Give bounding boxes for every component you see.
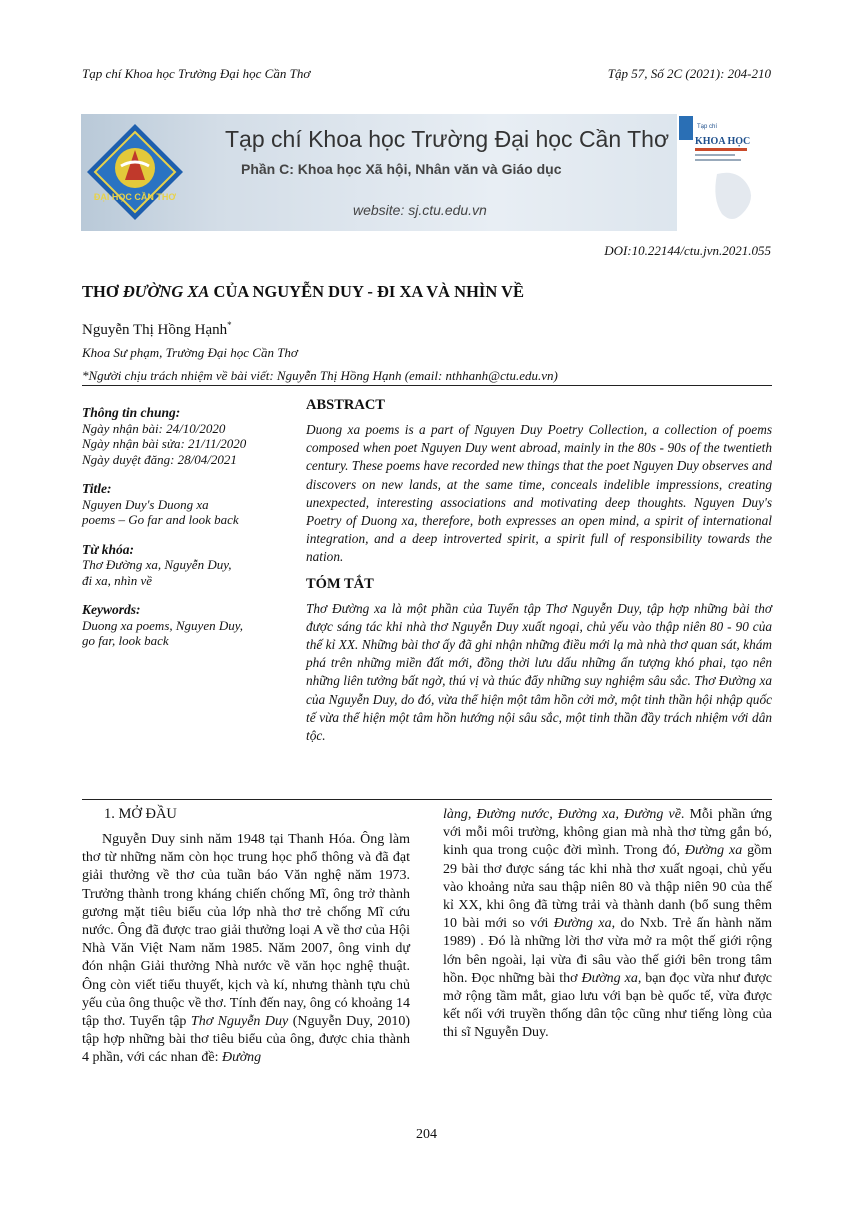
p1-italic-parts-rest: làng, Đường nước, Đường xa, Đường về <box>443 807 681 822</box>
p1-italic-duong-xa-2: Đường xa <box>553 916 612 932</box>
journal-cover-thumbnail <box>677 114 772 231</box>
body-column-left <box>82 806 410 1068</box>
date-accepted: Ngày duyệt đăng: 28/04/2021 <box>82 451 237 467</box>
p1-text-f: , bạn đọc vừa như được mở rộng tầm mắt, giao lưu với bạn bè quốc tế, vừa được kết nối với truyền thống dân tộc cũng như tiếng lòng của thi sĩ Nguyễn Duy. <box>443 970 773 1041</box>
keywords-en-line-1: Duong xa poems, Nguyen Duy, <box>82 617 244 633</box>
p1-italic-collection: Thơ Nguyễn Duy <box>190 1014 289 1030</box>
section-1-paragraph <box>82 831 410 1068</box>
english-title-heading: Title: <box>82 481 112 496</box>
date-received: Ngày nhận bài: 24/10/2020 <box>82 420 226 436</box>
journal-banner <box>81 114 772 231</box>
cover-top-text: Tạp chí <box>697 124 718 130</box>
date-revised: Ngày nhận bài sửa: 21/11/2020 <box>82 436 247 451</box>
p1-text-e: , do Nxb. Trẻ ấn hành năm 1989) . Đó là những lời thơ vừa mở ra một thế giới rộng lớn bên ngoài, lại vừa đi sâu vào thế giới bên trong tâm hồn. Đọc những bài thơ <box>443 916 773 986</box>
p1-text-d: gồm 29 bài thơ được sáng tác khi nhà thơ xuất ngoại, chủ yếu vào khoảng nửa sau thập niên 80 và thập niên 90 của thế kỉ XX, khi ông đã từng trải và thành danh (bổ sung thêm 10 bài mới so với <box>443 843 773 932</box>
author-line <box>82 320 232 339</box>
keywords-en-line-2: go far, look back <box>82 633 169 648</box>
p1-text-a: Nguyễn Duy sinh năm 1948 tại Thanh Hóa. Ông làm thơ từ những năm còn học trung học phổ thông và đã đạt giải thưởng về thơ của tuần báo Văn nghệ năm 1973. Trưởng thành trong kháng chiến chống Mĩ, ông trở thành gương mặt tiêu biểu của lớp nhà thơ trẻ chống Mĩ cứu nước. Ông đã được trao giải thưởng loại A về thơ của Hội Nhà Văn Việt Nam năm 1985. Năm 2007, ông vinh dự đón nhận Giải thưởng Nhà nước về văn học nghệ thuật. Ông còn viết tiểu thuyết, kịch và kí, nhưng thành tựu chủ yếu của ông thuộc về thơ. Tính đến nay, ông có khoảng 14 tập thơ. Tuyển tập <box>82 832 410 1030</box>
title-italic-part: ĐƯỜNG XA <box>122 282 210 301</box>
tom-tat-text: Thơ Đường xa là một phần của Tuyển tập Thơ Nguyễn Duy, tập hợp những bài thơ được sáng tác khi nhà thơ Nguyễn Duy xuất ngoại, chủ yếu vào thập niên 80 - 90 của thế kỉ XX. Những bài thơ ấy đã ghi nhận những điều mới lạ mà nhà thơ quan sát, khám phá trên những miền đất mới, đồng thời lưu dấu những ấn tượng khó phai, tạo nên những liên tưởng bất ngờ, thú vị và thúc đẩy những suy nghiệm sâu sắc. Thơ Đường xa của Nguyễn Duy, do đó, vừa thể hiện một tâm hồn cởi mở, một tinh thần hội nhập quốc tế vừa thể hiện một tâm hồn hướng nội sâu sắc, một tinh thần đầy trách nhiệm với dân tộc. <box>306 600 772 744</box>
corresponding-author: *Người chịu trách nhiệm về bài viết: Nguyễn Thị Hồng Hạnh (email: nthhanh@ctu.edu.vn) <box>82 368 558 383</box>
keywords-vi-heading: Từ khóa: <box>82 541 134 557</box>
keywords-vi-line-2: đi xa, nhìn về <box>82 572 153 588</box>
p1-italic-parts-first-word: Đường <box>221 1050 262 1066</box>
article-info-column <box>82 405 287 663</box>
abstract-column <box>306 397 772 745</box>
section-1-paragraph-continued <box>443 806 772 1043</box>
general-info-block <box>82 405 287 467</box>
title-block <box>82 481 287 528</box>
keywords-vi-block <box>82 542 287 589</box>
p1-italic-duong-xa-3: Đường xa <box>581 970 638 986</box>
author-affiliation: Khoa Sư phạm, Trường Đại học Cần Thơ <box>82 345 298 360</box>
body-column-right <box>443 806 772 1043</box>
title-part-1: THƠ <box>82 282 123 301</box>
abstract-text: Duong xa poems is a part of Nguyen Duy Poetry Collection, a collection of poems composed when poet Nguyen Duy went abroad, mainly in the 80s - 90s of the twentieth century. These poems have recorded new things that the poet Nguyen Duy observes and discovers on new lands, at the same time, conceals indelible impressions, creating unexpected, interesting associations and motivating deep thoughts. Nguyen Duy's Poetry of Duong xa, therefore, both expresses an open mind, a spirit of international integration, and a deep introverted spirit, a spirit full of responsibility towards the nation. <box>306 422 772 565</box>
author-name: Nguyễn Thị Hồng Hạnh <box>82 322 228 338</box>
university-logo <box>85 122 185 222</box>
p1-text-c: . Mỗi phần ứng với mỗi môi trường, không gian mà nhà thơ từng gắn bó, kinh qua trong cuộc đời mình. Trong đó, <box>443 807 772 859</box>
doi-link[interactable]: DOI:10.22144/ctu.jvn.2021.055 <box>604 243 771 258</box>
abstract-heading: ABSTRACT <box>306 397 385 413</box>
keywords-en-heading: Keywords: <box>82 602 141 617</box>
article-title <box>82 282 524 302</box>
author-mark: * <box>227 320 232 330</box>
keywords-en-block <box>82 602 287 649</box>
banner-subtitle: Phần C: Khoa học Xã hội, Nhân văn và Giáo dục <box>241 161 562 177</box>
general-info-heading: Thông tin chung: <box>82 405 181 420</box>
cover-heading: KHOA HỌC <box>695 136 751 147</box>
banner-title: Tạp chí Khoa học Trường Đại học Cần Thơ <box>225 126 670 152</box>
top-divider <box>82 385 772 386</box>
running-header-journal: Tạp chí Khoa học Trường Đại học Cần Thơ <box>82 66 311 81</box>
banner-website[interactable]: website: sj.ctu.edu.vn <box>353 202 487 218</box>
section-1-heading: 1. MỞ ĐẦU <box>104 806 177 822</box>
tom-tat-heading: TÓM TẮT <box>306 575 374 592</box>
p1-italic-duong-xa-1: Đường xa <box>684 843 743 859</box>
english-title-line-2: poems – Go far and look back <box>82 512 239 527</box>
p1-text-b: (Nguyễn Duy, 2010) tập hợp những bài thơ tiêu biểu của ông, được chia thành 4 phần, với các nhan đề: <box>82 1014 410 1066</box>
title-part-2: CỦA NGUYỄN DUY - ĐI XA VÀ NHÌN VỀ <box>209 282 525 301</box>
logo-lettering: ĐẠI HỌC CẦN THƠ <box>93 192 177 202</box>
running-header-volume: Tập 57, Số 2C (2021): 204-210 <box>607 66 771 81</box>
abstract-divider <box>82 799 772 800</box>
english-title-line-1: Nguyen Duy's Duong xa <box>82 496 209 512</box>
page-number: 204 <box>416 1127 437 1142</box>
keywords-vi-line-1: Thơ Đường xa, Nguyễn Duy, <box>82 557 232 572</box>
